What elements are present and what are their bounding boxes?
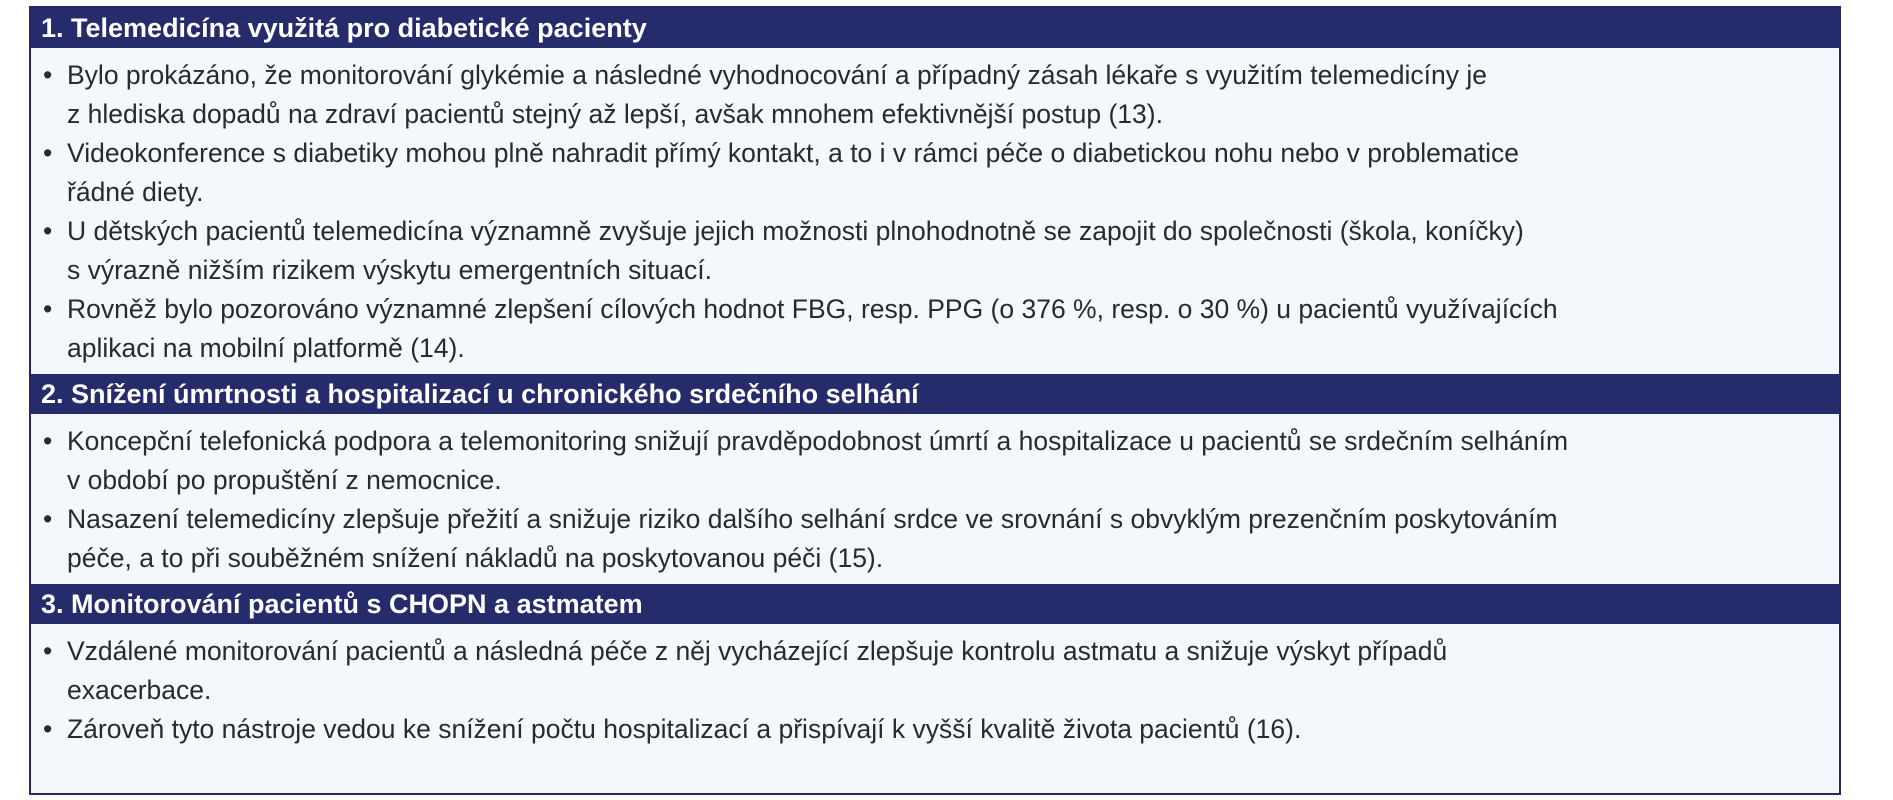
text-line: aplikaci na mobilní platformě (14). xyxy=(67,333,465,363)
bullet: • xyxy=(43,294,53,324)
text-line: Rovněž bylo pozorováno významné zlepšení cílových hodnot FBG, resp. PPG (o 376 %, resp. o 30 %) u pacientů využívajících xyxy=(67,294,1558,324)
list-item xyxy=(41,710,1827,749)
bullet: • xyxy=(43,426,53,456)
text-line: v období po propuštění z nemocnice. xyxy=(67,465,502,495)
section-heart-failure xyxy=(31,374,1839,584)
section-body xyxy=(31,414,1839,584)
bullet: • xyxy=(43,60,53,90)
list-item xyxy=(41,56,1827,134)
text-line: Koncepční telefonická podpora a telemonitoring snižují pravděpodobnost úmrtí a hospitalizace u pacientů se srdečním selháním xyxy=(67,426,1569,456)
item-text xyxy=(67,56,1827,134)
text-line: Zároveň tyto nástroje vedou ke snížení počtu hospitalizací a přispívají k vyšší kvalitě života pacientů (16). xyxy=(67,714,1302,744)
text-line: řádné diety. xyxy=(67,177,204,207)
text-line: Vzdálené monitorování pacientů a následná péče z něj vycházející zlepšuje kontrolu astmatu a snižuje výskyt případů xyxy=(67,636,1448,666)
text-line: Videokonference s diabetiky mohou plně nahradit přímý kontakt, a to i v rámci péče o diabetickou nohu nebo v problematice xyxy=(67,138,1519,168)
text-line: exacerbace. xyxy=(67,675,212,705)
item-text xyxy=(67,710,1827,749)
text-line: péče, a to při souběžném snížení nákladů na poskytovanou péči (15). xyxy=(67,543,884,573)
item-text xyxy=(67,632,1827,710)
list-item xyxy=(41,632,1827,710)
bullet: • xyxy=(43,636,53,666)
bullet: • xyxy=(43,504,53,534)
bullet: • xyxy=(43,216,53,246)
text-line: Bylo prokázáno, že monitorování glykémie a následné vyhodnocování a případný zásah lékaře s využitím telemedicíny je xyxy=(67,60,1487,90)
list-item xyxy=(41,134,1827,212)
section-body xyxy=(31,48,1839,374)
section-header: 3. Monitorování pacientů s CHOPN a astmatem xyxy=(31,584,1839,624)
section-header: 1. Telemedicína využitá pro diabetické pacienty xyxy=(31,8,1839,48)
section-diabetes xyxy=(31,8,1839,374)
item-text xyxy=(67,422,1827,500)
list-item xyxy=(41,422,1827,500)
text-line: U dětských pacientů telemedicína významně zvyšuje jejich možnosti plnohodnotně se zapojit do společnosti (škola, koníčky) xyxy=(67,216,1524,246)
section-copd-asthma xyxy=(31,584,1839,755)
text-line: z hlediska dopadů na zdraví pacientů stejný až lepší, avšak mnohem efektivnější postup (13). xyxy=(67,99,1163,129)
section-body xyxy=(31,624,1839,755)
text-line: Nasazení telemedicíny zlepšuje přežití a snižuje riziko dalšího selhání srdce ve srovnání s obvyklým prezenčním poskytováním xyxy=(67,504,1558,534)
item-text xyxy=(67,500,1827,578)
list-item xyxy=(41,290,1827,368)
info-table xyxy=(29,6,1841,795)
item-text xyxy=(67,134,1827,212)
list-item xyxy=(41,212,1827,290)
bullet: • xyxy=(43,714,53,744)
item-text xyxy=(67,212,1827,290)
item-text xyxy=(67,290,1827,368)
section-header: 2. Snížení úmrtnosti a hospitalizací u chronického srdečního selhání xyxy=(31,374,1839,414)
bullet: • xyxy=(43,138,53,168)
list-item xyxy=(41,500,1827,578)
text-line: s výrazně nižším rizikem výskytu emergentních situací. xyxy=(67,255,713,285)
